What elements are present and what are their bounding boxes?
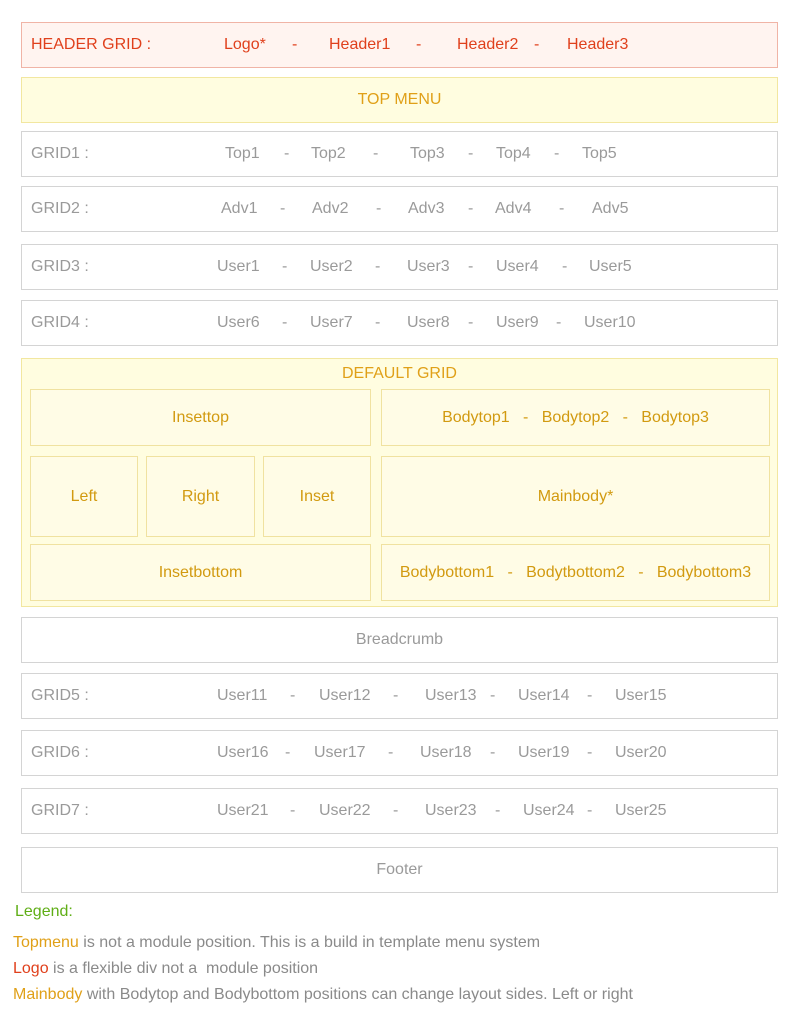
header-grid	[21, 22, 778, 68]
legend-key-logo: Logo	[13, 960, 49, 977]
legend-text-topmenu: is not a module position. This is a build in template menu system	[78, 934, 541, 951]
grid5	[21, 673, 778, 719]
grid1	[21, 131, 778, 177]
separator: -	[490, 744, 496, 761]
separator: -	[468, 200, 474, 217]
separator: -	[290, 687, 296, 704]
bodytop-positions	[381, 389, 770, 446]
user18-position: User18	[420, 744, 472, 761]
inset-label: Inset	[299, 487, 335, 505]
user25-position: User25	[615, 802, 667, 819]
adv4-position: Adv4	[495, 200, 532, 217]
user19-position: User19	[518, 744, 570, 761]
separator: -	[393, 687, 399, 704]
separator: -	[375, 314, 381, 331]
header3-position: Header3	[567, 36, 629, 53]
user3-position: User3	[407, 258, 450, 275]
top2-position: Top2	[311, 145, 346, 162]
separator: -	[284, 145, 290, 162]
separator: -	[587, 744, 593, 761]
separator: -	[285, 744, 291, 761]
separator: -	[587, 802, 593, 819]
user8-position: User8	[407, 314, 450, 331]
user23-position: User23	[425, 802, 477, 819]
legend-text-logo: is a flexible div not a module position	[48, 960, 319, 977]
left-position	[30, 456, 138, 537]
separator: -	[280, 200, 286, 217]
mainbody-position	[381, 456, 770, 537]
user9-position: User9	[496, 314, 539, 331]
grid-label: GRID2 :	[31, 200, 89, 217]
top1-position: Top1	[225, 145, 260, 162]
breadcrumb-label: Breadcrumb	[355, 631, 444, 648]
separator: -	[490, 687, 496, 704]
top4-position: Top4	[496, 145, 531, 162]
user11-position: User11	[217, 687, 268, 704]
separator: -	[468, 314, 474, 331]
mainbody-label: Mainbody*	[537, 487, 614, 505]
top-menu-label: TOP MENU	[357, 91, 442, 108]
legend-line-mainbody	[13, 986, 633, 1004]
adv2-position: Adv2	[312, 200, 349, 217]
separator: -	[373, 145, 379, 162]
separator: -	[393, 802, 399, 819]
user20-position: User20	[615, 744, 667, 761]
legend-key-topmenu: Topmenu	[13, 934, 79, 951]
separator: -	[282, 314, 288, 331]
right-position	[146, 456, 255, 537]
user14-position: User14	[518, 687, 570, 704]
separator: -	[290, 802, 296, 819]
separator: -	[587, 687, 593, 704]
insetbottom-position	[30, 544, 371, 601]
user7-position: User7	[310, 314, 353, 331]
top3-position: Top3	[410, 145, 445, 162]
separator: -	[282, 258, 288, 275]
grid7	[21, 788, 778, 834]
legend-key-mainbody: Mainbody	[13, 986, 83, 1003]
separator: -	[562, 258, 568, 275]
logo-position: Logo*	[224, 36, 266, 53]
top5-position: Top5	[582, 145, 617, 162]
adv1-position: Adv1	[221, 200, 258, 217]
grid-label: GRID6 :	[31, 744, 89, 761]
grid-label: GRID7 :	[31, 802, 89, 819]
grid-label: GRID1 :	[31, 145, 89, 162]
separator: -	[388, 744, 394, 761]
adv3-position: Adv3	[408, 200, 445, 217]
separator: -	[554, 145, 560, 162]
default-grid-title: DEFAULT GRID	[342, 365, 457, 382]
header2-position: Header2	[457, 36, 519, 53]
user4-position: User4	[496, 258, 539, 275]
bodytop-label: Bodytop1 - Bodytop2 - Bodytop3	[442, 408, 709, 426]
top-menu	[21, 77, 778, 123]
user10-position: User10	[584, 314, 636, 331]
user13-position: User13	[425, 687, 477, 704]
left-label: Left	[70, 487, 98, 505]
grid3	[21, 244, 778, 290]
footer-label: Footer	[376, 861, 423, 878]
user12-position: User12	[319, 687, 371, 704]
grid4	[21, 300, 778, 346]
user21-position: User21	[217, 802, 269, 819]
inset-position	[263, 456, 371, 537]
separator: -	[468, 145, 474, 162]
insettop-position	[30, 389, 371, 446]
right-label: Right	[181, 487, 220, 505]
footer	[21, 847, 778, 893]
grid-label: GRID5 :	[31, 687, 89, 704]
user17-position: User17	[314, 744, 366, 761]
grid-label: GRID4 :	[31, 314, 89, 331]
separator: -	[559, 200, 565, 217]
separator: -	[376, 200, 382, 217]
separator: -	[375, 258, 381, 275]
separator: -	[556, 314, 562, 331]
breadcrumb	[21, 617, 778, 663]
user22-position: User22	[319, 802, 371, 819]
insettop-label: Insettop	[172, 408, 229, 426]
grid2	[21, 186, 778, 232]
legend-line-logo	[13, 960, 318, 978]
legend-text-mainbody: with Bodytop and Bodybottom positions can change layout sides. Left or right	[82, 986, 633, 1003]
grid6	[21, 730, 778, 776]
adv5-position: Adv5	[592, 200, 629, 217]
separator: -	[468, 258, 474, 275]
header1-position: Header1	[329, 36, 391, 53]
separator: -	[292, 36, 298, 53]
user15-position: User15	[615, 687, 667, 704]
separator: -	[534, 36, 540, 53]
user1-position: User1	[217, 258, 260, 275]
user24-position: User24	[523, 802, 575, 819]
bodybottom-label: Bodybottom1 - Bodytbottom2 - Bodybottom3	[399, 563, 752, 581]
grid-label: GRID3 :	[31, 258, 89, 275]
default-grid	[21, 358, 778, 607]
user5-position: User5	[589, 258, 632, 275]
legend-title: Legend:	[15, 903, 73, 920]
bodybottom-positions	[381, 544, 770, 601]
legend-line-topmenu	[13, 934, 540, 952]
insetbottom-label: Insetbottom	[158, 563, 243, 581]
separator: -	[495, 802, 501, 819]
separator: -	[416, 36, 422, 53]
user16-position: User16	[217, 744, 269, 761]
header-grid-label: HEADER GRID :	[31, 36, 152, 53]
user2-position: User2	[310, 258, 353, 275]
user6-position: User6	[217, 314, 260, 331]
